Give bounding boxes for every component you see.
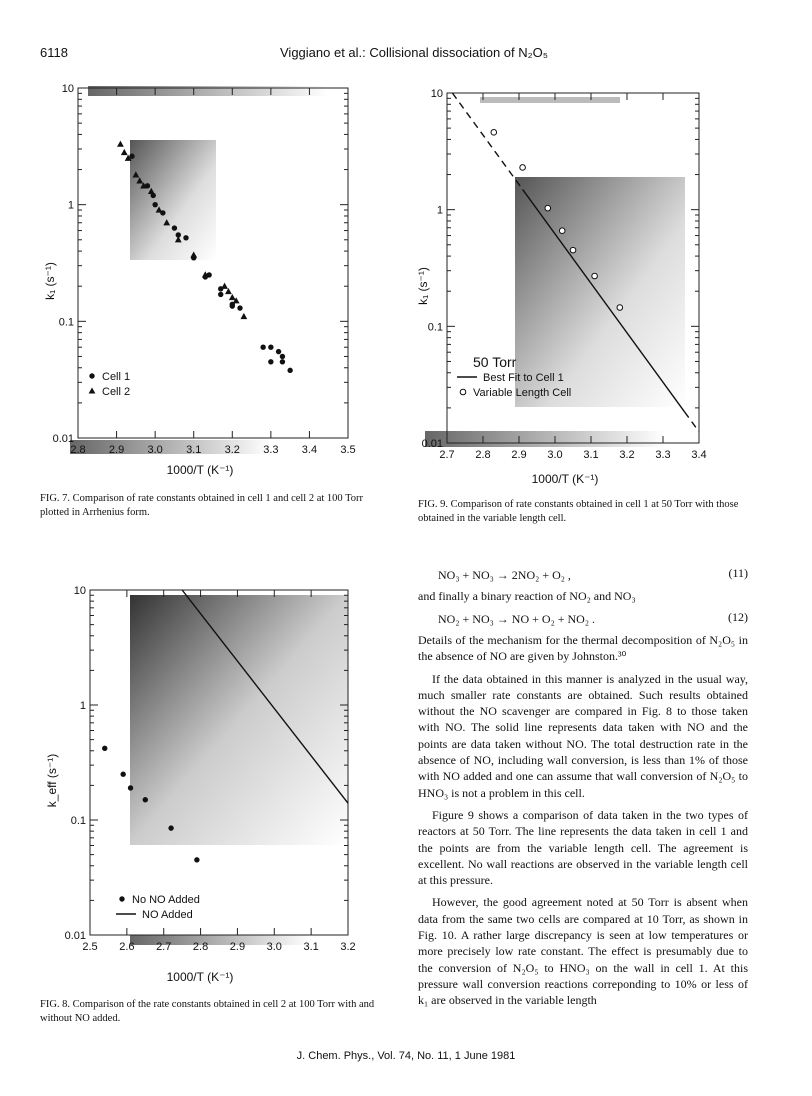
x-tick-label: 2.9 [229, 941, 246, 953]
equation-12-intro: and finally a binary reaction of NO₂ and NO₃ [418, 589, 636, 603]
scan-artifact [70, 440, 270, 454]
data-point [128, 785, 133, 790]
data-point [237, 305, 242, 310]
figure-8-chart [40, 585, 360, 985]
data-point [117, 141, 124, 147]
equation-12-text: NO₂ + NO₃ → NO + O₂ + NO₂ . [438, 612, 596, 626]
fit-line-dashed [452, 93, 522, 189]
data-point [129, 154, 134, 159]
fig7-plot-area [43, 83, 356, 456]
x-tick-label: 2.9 [108, 444, 125, 456]
x-tick-label: 2.8 [192, 941, 209, 953]
x-tick-label: 3.2 [619, 449, 635, 460]
y-tick-label: 1 [79, 700, 86, 712]
equation-12-number: (12) [728, 610, 748, 624]
data-point [152, 202, 157, 207]
body-paragraphs [418, 632, 748, 1015]
fig9-xlabel: 1000/T (K⁻¹) [531, 472, 599, 486]
data-point [280, 354, 285, 359]
y-axis-title: k₁ (s⁻¹) [416, 267, 430, 305]
y-axis-title: k_eff (s⁻¹) [45, 753, 59, 808]
x-tick-label: 2.6 [119, 941, 135, 953]
data-point [102, 746, 107, 751]
data-point [280, 359, 285, 364]
y-tick-label: 10 [430, 88, 443, 100]
paragraph: However, the good agreement noted at 50 Torr is absent when data from the same two cells are compared at 10 Torr, as shown in Fig. 10. A rather large discrepancy is seen at low temperatures or more precisely low rate constant. The effect is presumably due to the conversion of N₂O₅ to HNO₃ on the wall in cell 1. At this pressure wall conversion reactions correponding to 10% or less of k₁ are observed in the variable length [418, 895, 748, 1008]
fig8-xlabel: 1000/T (K⁻¹) [166, 970, 234, 984]
data-point [617, 305, 623, 311]
x-tick-label: 3.0 [147, 444, 163, 456]
y-tick-label: 0.1 [427, 321, 443, 334]
data-point [230, 303, 235, 308]
equation-11-text: NO₃ + NO₃ → 2NO₂ + O₂ , [438, 568, 571, 582]
scan-artifact [130, 140, 216, 260]
legend-label: No NO Added [132, 894, 200, 906]
legend-triangle-marker [89, 388, 96, 394]
data-point [121, 149, 128, 155]
data-point [592, 273, 598, 279]
page-number: 6118 [40, 45, 68, 60]
y-tick-label: 10 [61, 83, 74, 95]
chart-annotation: 50 Torr [473, 354, 517, 370]
data-point [225, 288, 232, 294]
y-tick-label: 10 [73, 585, 86, 597]
data-point [545, 205, 551, 211]
fig8-caption: FIG. 8. Comparison of the rate constants obtained in cell 2 at 100 Torr with and without NO added. [40, 999, 375, 1024]
y-axis-title: k₁ (s⁻¹) [43, 262, 57, 300]
x-tick-label: 2.8 [475, 449, 491, 460]
data-point [287, 368, 292, 373]
equation-11 [418, 566, 748, 584]
fig7-xlabel: 1000/T (K⁻¹) [166, 463, 234, 477]
paragraph: Figure 9 shows a comparison of data taken in the two types of reactors at 50 Torr. The line represents the data taken in cell 1 and the points are from the variable length cell. The agreement is excellent. No wall reactions are observed in the variable length cell at this pressure. [418, 807, 748, 888]
equation-12 [418, 610, 748, 628]
data-point [268, 359, 273, 364]
x-tick-label: 2.5 [82, 941, 98, 953]
y-tick-label: 0.01 [64, 930, 86, 942]
equation-11-number: (11) [728, 566, 748, 580]
y-tick-label: 0.01 [421, 438, 443, 450]
legend-label: NO Added [142, 909, 193, 921]
x-tick-label: 2.8 [70, 444, 86, 456]
x-tick-label: 3.2 [224, 444, 240, 456]
y-tick-label: 1 [67, 199, 74, 212]
x-tick-label: 2.7 [439, 449, 455, 460]
data-point [276, 349, 281, 354]
paragraph: Details of the mechanism for the thermal decomposition of N₂O₅ in the absence of NO are given by Johnston.³⁰ [418, 633, 748, 664]
fig9-caption: FIG. 9. Comparison of rate constants obtained in cell 1 at 50 Torr with those obtained in the variable length cell. [418, 499, 739, 524]
x-tick-label: 3.2 [340, 941, 356, 953]
x-tick-label: 3.4 [301, 444, 318, 456]
data-point [194, 857, 199, 862]
y-tick-label: 0.01 [52, 433, 74, 445]
data-point [172, 225, 177, 230]
x-tick-label: 3.4 [691, 449, 707, 460]
data-point [120, 772, 125, 777]
legend-circle-marker [119, 896, 124, 901]
figure-9-chart [415, 85, 715, 460]
y-tick-label: 0.1 [58, 316, 74, 329]
legend-label: Variable Length Cell [473, 387, 572, 399]
data-point [143, 797, 148, 802]
data-point [559, 228, 565, 234]
x-tick-label: 3.3 [263, 444, 279, 456]
legend-circle-marker [89, 373, 94, 378]
y-tick-label: 1 [436, 204, 443, 217]
running-title: Viggiano et al.: Collisional dissociation of N₂O₅ [280, 45, 549, 60]
x-tick-label: 3.1 [303, 941, 319, 953]
data-point [260, 345, 265, 350]
paragraph: If the data obtained in this manner is analyzed in the usual way, much smaller rate constants are obtained. Such results obtained without the NO scavenger are compared in Fig. 8 to those taken with NO. The solid line represents data taken with NO and the points are data taken without NO. The total destruction rate in the absence of NO, including wall conversion, is less than 1% of those with NO added and one can assume that wall conversion of N₂O₅ to HNO₃ is not a problem in this cell. [418, 671, 748, 800]
x-tick-label: 3.0 [266, 941, 282, 953]
x-tick-label: 3.5 [340, 444, 356, 456]
legend-open-circle-marker [460, 389, 466, 395]
legend-label: Cell 2 [102, 386, 131, 398]
x-tick-label: 3.3 [655, 449, 671, 460]
y-tick-label: 0.1 [70, 815, 86, 827]
x-tick-label: 3.1 [583, 449, 599, 460]
data-point [221, 283, 228, 289]
fit-line-dashed [685, 412, 699, 432]
scan-artifact [425, 431, 665, 447]
data-point [520, 165, 526, 171]
x-tick-label: 3.0 [547, 449, 563, 460]
figure-7-chart [40, 80, 360, 480]
x-tick-label: 3.1 [186, 444, 202, 456]
data-point [570, 247, 576, 253]
data-point [168, 825, 173, 830]
x-tick-label: 2.9 [511, 449, 527, 460]
legend-label: Best Fit to Cell 1 [483, 372, 564, 384]
data-point [218, 292, 223, 297]
data-point [183, 235, 188, 240]
scan-artifact [130, 595, 348, 845]
data-point [491, 130, 497, 136]
fig7-caption: FIG. 7. Comparison of rate constants obtained in cell 1 and cell 2 at 100 Torr plotted in Arrhenius form. [40, 493, 364, 518]
data-point [268, 345, 273, 350]
legend-label: Cell 1 [102, 371, 131, 383]
journal-footer: J. Chem. Phys., Vol. 74, No. 11, 1 June 1981 [296, 1050, 516, 1062]
data-point [240, 313, 247, 319]
scan-artifact [480, 97, 620, 103]
data-point [229, 294, 236, 300]
x-tick-label: 2.7 [156, 941, 172, 953]
